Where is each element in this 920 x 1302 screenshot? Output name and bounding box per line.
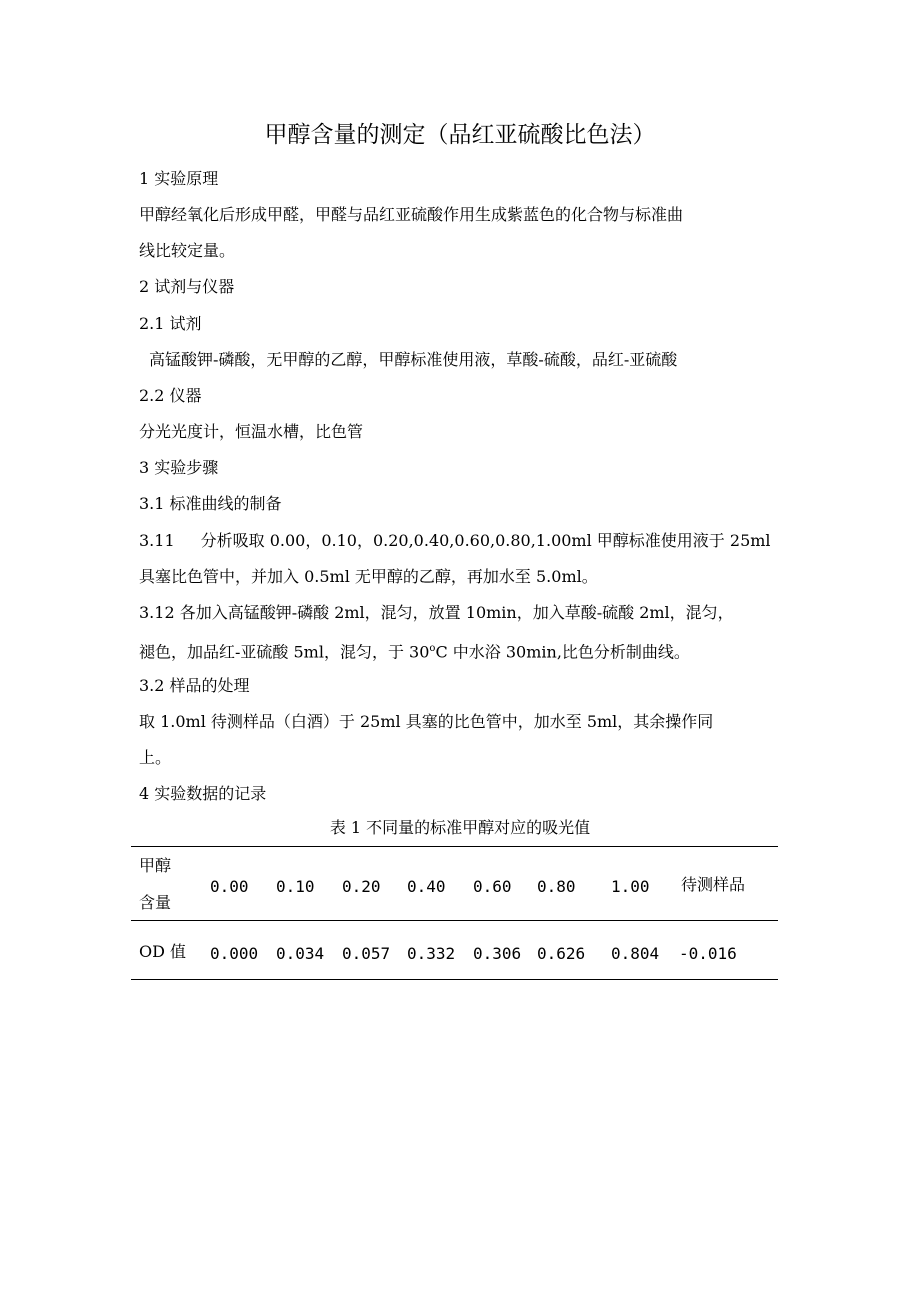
row2-value: 0.000 xyxy=(210,944,259,963)
row2-value: 0.332 xyxy=(407,944,456,963)
section-3-12-line-2 xyxy=(139,637,799,664)
row1-label-line-2: 含量 xyxy=(139,893,172,912)
section-2-2-text: 分光光度计，恒温水槽，比色管 xyxy=(139,422,364,441)
row2-value: 0.057 xyxy=(342,944,391,963)
section-1-text-line-2: 线比较定量。 xyxy=(139,241,236,260)
row2-value: 0.804 xyxy=(611,944,660,963)
section-2-2-heading: 2.2 仪器 xyxy=(139,386,202,405)
section-2-1-text: 高锰酸钾-磷酸，无甲醇的乙醇，甲醇标准使用液，草酸-硫酸，品红-亚硫酸 xyxy=(149,350,678,369)
section-3-11-line-1 xyxy=(139,529,799,553)
section-3-12-text-a: 褪色，加品红-亚硫酸 5ml，混匀，于 30 xyxy=(139,642,430,662)
section-3-2-heading: 3.2 样品的处理 xyxy=(139,676,250,695)
section-3-11-line-2: 具塞比色管中，并加入 0.5ml 无甲醇的乙醇，再加水至 5.0ml。 xyxy=(139,567,598,586)
section-3-2-line-2: 上。 xyxy=(139,748,172,767)
row2-value: 0.626 xyxy=(537,944,586,963)
degree-superscript: o xyxy=(429,643,436,654)
row1-last-header: 待测样品 xyxy=(681,875,746,894)
table-middle-rule xyxy=(131,920,778,921)
section-3-12-line-1: 3.12 各加入高锰酸钾-磷酸 2ml，混匀，放置 10min，加入草酸-硫酸 2ml，混匀， xyxy=(139,603,734,622)
row1-value: 1.00 xyxy=(611,877,650,896)
row2-value: -0.016 xyxy=(679,944,737,963)
section-3-11-number: 3.11 xyxy=(139,531,175,550)
section-3-2-line-1: 取 1.0ml 待测样品（白酒）于 25ml 具塞的比色管中，加水至 5ml，其余操作同 xyxy=(139,712,714,731)
row2-value: 0.034 xyxy=(276,944,325,963)
section-1-text-line-1: 甲醇经氧化后形成甲醛，甲醛与品红亚硫酸作用生成紫蓝色的化合物与标准曲 xyxy=(139,205,684,224)
section-3-1-heading: 3.1 标准曲线的制备 xyxy=(139,494,282,513)
document-title: 甲醇含量的测定（品红亚硫酸比色法） xyxy=(264,122,656,148)
section-3-11-text: 分析吸取 0.00，0.10，0.20,0.40,0.60,0.80,1.00ml 甲醇标准使用液于 25ml xyxy=(200,531,771,550)
table-top-rule xyxy=(131,846,778,847)
row2-value: 0.306 xyxy=(473,944,522,963)
row1-value: 0.00 xyxy=(210,877,249,896)
row1-value: 0.80 xyxy=(537,877,576,896)
section-1-heading: 1 实验原理 xyxy=(139,169,219,188)
row2-label: OD 值 xyxy=(139,942,187,961)
row1-value: 0.20 xyxy=(342,877,381,896)
row1-label-line-1: 甲醇 xyxy=(139,856,172,875)
row1-value: 0.40 xyxy=(407,877,446,896)
row1-value: 0.60 xyxy=(473,877,512,896)
section-4-heading: 4 实验数据的记录 xyxy=(139,784,267,803)
section-3-12-text-b: C 中水浴 30min,比色分析制曲线。 xyxy=(435,642,690,662)
section-3-heading: 3 实验步骤 xyxy=(139,458,219,477)
table-bottom-rule xyxy=(131,979,778,980)
table-caption: 表 1 不同量的标准甲醇对应的吸光值 xyxy=(329,818,591,837)
row1-value: 0.10 xyxy=(276,877,315,896)
section-2-1-heading: 2.1 试剂 xyxy=(139,314,202,333)
section-2-heading: 2 试剂与仪器 xyxy=(139,277,235,296)
